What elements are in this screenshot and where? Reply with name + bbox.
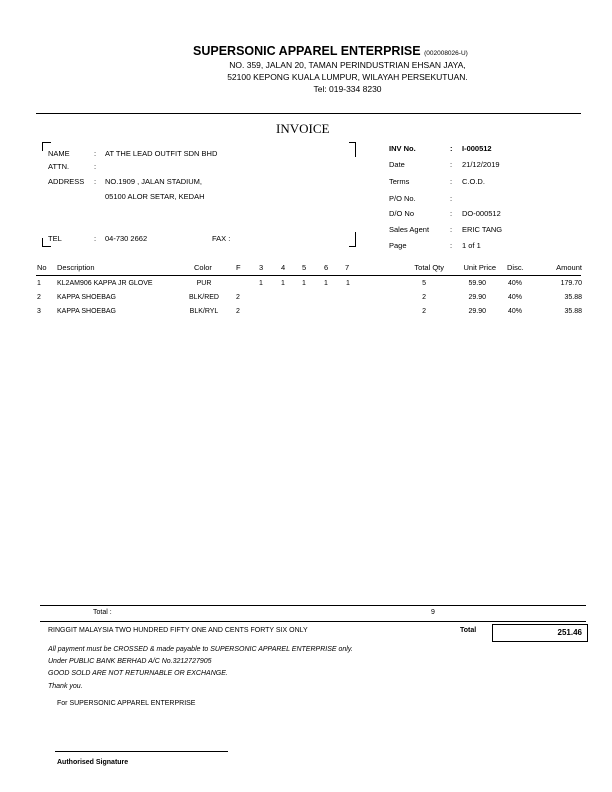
row-no: 1 — [37, 280, 41, 287]
company-address-line1: NO. 359, JALAN 20, TAMAN PERINDUSTRIAN EHSAN JAYA, — [229, 60, 466, 70]
row-size-f: 2 — [236, 294, 240, 301]
authorised-signature-label: Authorised Signature — [57, 759, 129, 766]
date-label: Date — [389, 160, 405, 169]
customer-name: AT THE LEAD OUTFIT SDN BHD — [105, 149, 218, 158]
row-no: 2 — [37, 294, 41, 301]
col-description: Description — [57, 263, 95, 272]
grand-total-value: 251.46 — [557, 628, 582, 637]
company-reg-no: (002008026-U) — [424, 50, 468, 57]
po-colon: : — [450, 194, 453, 203]
sales-agent-label: Sales Agent — [389, 225, 430, 234]
row-unit-price: 29.90 — [468, 308, 486, 315]
address-colon: : — [94, 177, 97, 186]
col-size-3: 3 — [259, 263, 264, 272]
bracket-bottom-right — [349, 232, 356, 247]
row-disc: 40% — [508, 280, 523, 287]
col-unit-price: Unit Price — [463, 263, 496, 272]
payment-note: All payment must be CROSSED & made payable to SUPERSONIC APPAREL ENTERPRISE only. — [48, 646, 353, 653]
tel-label: TEL — [48, 234, 62, 243]
return-note: GOOD SOLD ARE NOT RETURNABLE OR EXCHANGE. — [48, 670, 228, 677]
signature-line — [55, 751, 228, 752]
row-color: BLK/RED — [189, 294, 219, 301]
row-disc: 40% — [508, 294, 523, 301]
row-disc: 40% — [508, 308, 523, 315]
address-label: ADDRESS — [48, 177, 85, 186]
amount-in-words: RINGGIT MALAYSIA TWO HUNDRED FIFTY ONE AND CENTS FORTY SIX ONLY — [48, 627, 308, 634]
do-label: D/O No — [389, 209, 415, 218]
row-description: KAPPA SHOEBAG — [57, 294, 117, 301]
tel-colon: : — [94, 234, 97, 243]
col-size-4: 4 — [281, 263, 286, 272]
inv-no-label: INV No. — [389, 144, 416, 153]
customer-address-line2: 05100 ALOR SETAR, KEDAH — [105, 192, 205, 201]
name-colon: : — [94, 149, 97, 158]
grand-total-label: Total — [460, 627, 477, 634]
attn-label: ATTN. — [48, 162, 70, 171]
page-label: Page — [389, 241, 407, 250]
row-total-qty: 2 — [422, 308, 426, 315]
terms-value: C.O.D. — [462, 177, 485, 186]
row-description: KAPPA SHOEBAG — [57, 308, 117, 315]
terms-colon: : — [450, 177, 453, 186]
total-qty: 9 — [431, 609, 435, 616]
row-unit-price: 59.90 — [468, 280, 486, 287]
company-address-line2: 52100 KEPONG KUALA LUMPUR, WILAYAH PERSEKUTUAN. — [227, 72, 468, 82]
col-disc: Disc. — [507, 263, 524, 272]
bracket-top-right — [349, 142, 356, 157]
col-amount: Amount — [556, 263, 582, 272]
inv-no-value: I-000512 — [462, 144, 492, 153]
col-no: No — [37, 263, 47, 272]
po-label: P/O No. — [389, 194, 416, 203]
do-colon: : — [450, 209, 453, 218]
company-name: SUPERSONIC APPAREL ENTERPRISE (002008026-U) — [193, 44, 468, 58]
row-description: KL2AM906 KAPPA JR GLOVE — [57, 280, 153, 287]
for-company-label: For SUPERSONIC APPAREL ENTERPRISE — [57, 700, 196, 707]
do-value: DO-000512 — [462, 209, 501, 218]
totals-bottom-divider — [40, 621, 586, 622]
row-no: 3 — [37, 308, 41, 315]
row-total-qty: 5 — [422, 280, 426, 287]
fax-label: FAX : — [212, 234, 231, 243]
col-color: Color — [194, 263, 212, 272]
name-label: NAME — [48, 149, 70, 158]
col-total-qty: Total Qty — [414, 263, 444, 272]
table-header-divider — [36, 275, 581, 276]
row-color: BLK/RYL — [189, 308, 219, 315]
attn-colon: : — [94, 162, 97, 171]
row-amount: 179.70 — [560, 280, 582, 287]
row-size-3: 1 — [259, 280, 263, 287]
page-colon: : — [450, 241, 453, 250]
row-size-6: 1 — [324, 280, 328, 287]
row-size-5: 1 — [302, 280, 306, 287]
total-label: Total : — [93, 609, 112, 616]
customer-address-line1: NO.1909 , JALAN STADIUM, — [105, 177, 202, 186]
row-total-qty: 2 — [422, 294, 426, 301]
customer-tel: 04-730 2662 — [105, 234, 148, 243]
totals-top-divider — [40, 605, 586, 606]
row-amount: 35.88 — [564, 308, 582, 315]
sales-agent-value: ERIC TANG — [462, 225, 503, 234]
thank-you-note: Thank you. — [48, 683, 83, 690]
inv-no-colon: : — [450, 144, 453, 153]
row-color: PUR — [196, 280, 212, 287]
col-size-7: 7 — [345, 263, 350, 272]
date-value: 21/12/2019 — [462, 160, 500, 169]
col-size-f: F — [236, 263, 241, 272]
terms-label: Terms — [389, 177, 410, 186]
page-value: 1 of 1 — [462, 241, 481, 250]
row-size-f: 2 — [236, 308, 240, 315]
date-colon: : — [450, 160, 453, 169]
document-title: INVOICE — [276, 121, 330, 136]
row-amount: 35.88 — [564, 294, 582, 301]
col-size-6: 6 — [324, 263, 329, 272]
col-size-5: 5 — [302, 263, 307, 272]
sales-agent-colon: : — [450, 225, 453, 234]
header-divider — [36, 113, 581, 114]
row-size-7: 1 — [346, 280, 350, 287]
company-tel: Tel: 019-334 8230 — [313, 84, 382, 94]
bank-note: Under PUBLIC BANK BERHAD A/C No.3212727905 — [48, 658, 212, 665]
row-size-4: 1 — [281, 280, 285, 287]
row-unit-price: 29.90 — [468, 294, 486, 301]
